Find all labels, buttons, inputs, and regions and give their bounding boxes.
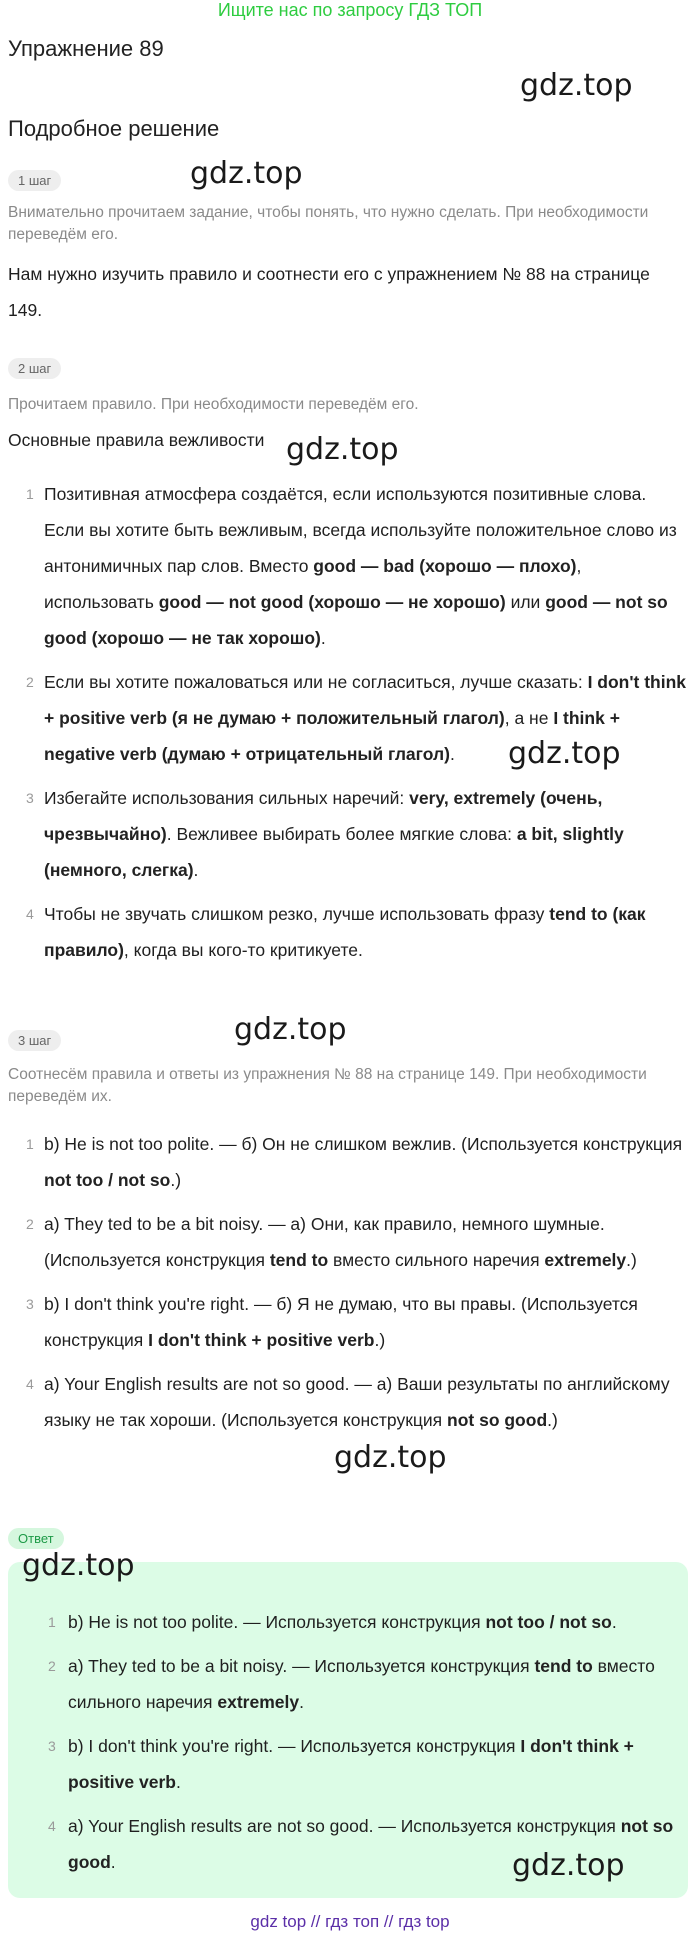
- match-item: [8, 1206, 688, 1278]
- section-title: Подробное решение: [8, 116, 220, 141]
- watermark: gdz.top: [22, 1548, 135, 1583]
- watermark: gdz.top: [234, 1012, 347, 1047]
- answer-item: [28, 1648, 678, 1720]
- list-number: 2: [48, 1658, 56, 1674]
- list-item-text: a) Your English results are not so good. — Используется конструкция not so good.: [68, 1816, 674, 1872]
- step-1-hint: Внимательно прочитаем задание, чтобы понять, что нужно сделать. При необходимости переведём его.: [8, 204, 649, 243]
- answer-list: [28, 1604, 678, 1888]
- answer-badge: Ответ: [8, 1528, 64, 1549]
- list-number: 2: [26, 674, 34, 690]
- rules-heading: Основные правила вежливости: [8, 430, 265, 450]
- rule-item: [8, 780, 688, 888]
- list-item-text: b) I don't think you're right. — б) Я не думаю, что вы правы. (Используется конструкция I don't think + positive verb.): [44, 1294, 638, 1350]
- list-item-text: Избегайте использования сильных наречий: very, extremely (очень, чрезвычайно). Вежливее выбирать более мягкие слова: a bit, slightly (немного, слегка).: [44, 788, 624, 880]
- list-item-text: b) He is not too polite. — Используется конструкция not too / not so.: [68, 1612, 617, 1632]
- step-1-badge: [8, 170, 61, 191]
- list-number: 4: [26, 1376, 34, 1392]
- answer-item: [28, 1728, 678, 1800]
- list-number: 4: [26, 906, 34, 922]
- list-item-text: Если вы хотите пожаловаться или не согласиться, лучше сказать: I don't think + positive verb (я не думаю + положительный глагол), а не I think + negative verb (думаю + отрицательный глагол).: [44, 672, 687, 764]
- match-item: [8, 1286, 688, 1358]
- list-number: 2: [26, 1216, 34, 1232]
- rule-item: [8, 664, 688, 772]
- list-number: 1: [48, 1614, 56, 1630]
- matches-list: [8, 1126, 688, 1446]
- list-item-text: a) They ted to be a bit noisy. — а) Они, как правило, немного шумные. (Используется конструкция tend to вместо сильного наречия extremely.): [44, 1214, 637, 1270]
- list-number: 3: [26, 1296, 34, 1312]
- watermark: gdz.top: [334, 1440, 447, 1475]
- watermark: gdz.top: [508, 736, 621, 771]
- watermark: gdz.top: [512, 1848, 625, 1883]
- list-item-text: a) They ted to be a bit noisy. — Используется конструкция tend to вместо сильного наречия extremely.: [68, 1656, 655, 1712]
- footer-links: gdz top // гдз топ // гдз top: [250, 1912, 450, 1931]
- rule-item: [8, 896, 688, 968]
- step-3-hint: Соотнесём правила и ответы из упражнения № 88 на странице 149. При необходимости переведём их.: [8, 1066, 647, 1105]
- rule-item: [8, 476, 688, 656]
- step-label: 3 шаг: [8, 1030, 61, 1051]
- list-item-text: b) He is not too polite. — б) Он не слишком вежлив. (Используется конструкция not too / not so.): [44, 1134, 683, 1190]
- rules-list: [8, 476, 688, 976]
- match-item: [8, 1366, 688, 1438]
- step-label: 2 шаг: [8, 358, 61, 379]
- step-2-hint: Прочитаем правило. При необходимости переведём его.: [8, 396, 419, 413]
- answer-item: [28, 1604, 678, 1640]
- list-number: 3: [26, 790, 34, 806]
- list-item-text: a) Your English results are not so good. — а) Ваши результаты по английскому языку не так хороши. (Используется конструкция not so good.): [44, 1374, 670, 1430]
- step-1-text: Нам нужно изучить правило и соотнести его с упражнением № 88 на странице 149.: [8, 264, 650, 320]
- search-hint-banner: Ищите нас по запросу ГДЗ ТОП: [217, 0, 483, 20]
- list-number: 4: [48, 1818, 56, 1834]
- watermark: gdz.top: [190, 156, 303, 191]
- list-item-text: b) I don't think you're right. — Используется конструкция I don't think + positive verb.: [68, 1736, 634, 1792]
- step-2-badge: [8, 358, 61, 379]
- page-title: Упражнение 89: [8, 36, 164, 61]
- watermark: gdz.top: [520, 68, 633, 103]
- match-item: [8, 1126, 688, 1198]
- list-number: 3: [48, 1738, 56, 1754]
- list-number: 1: [26, 486, 34, 502]
- step-label: 1 шаг: [8, 170, 61, 191]
- watermark: gdz.top: [286, 432, 399, 467]
- list-item-text: Позитивная атмосфера создаётся, если используются позитивные слова. Если вы хотите быть вежливым, всегда используйте положительное слово из антонимичных пар слов. Вместо good — bad (хорошо — плохо), использовать good — not good (хорошо — не хорошо) или good — not so good (хорошо — не так хорошо).: [44, 484, 677, 648]
- list-item-text: Чтобы не звучать слишком резко, лучше использовать фразу tend to (как правило), когда вы кого-то критикуете.: [44, 904, 646, 960]
- step-3-badge: [8, 1030, 61, 1051]
- list-number: 1: [26, 1136, 34, 1152]
